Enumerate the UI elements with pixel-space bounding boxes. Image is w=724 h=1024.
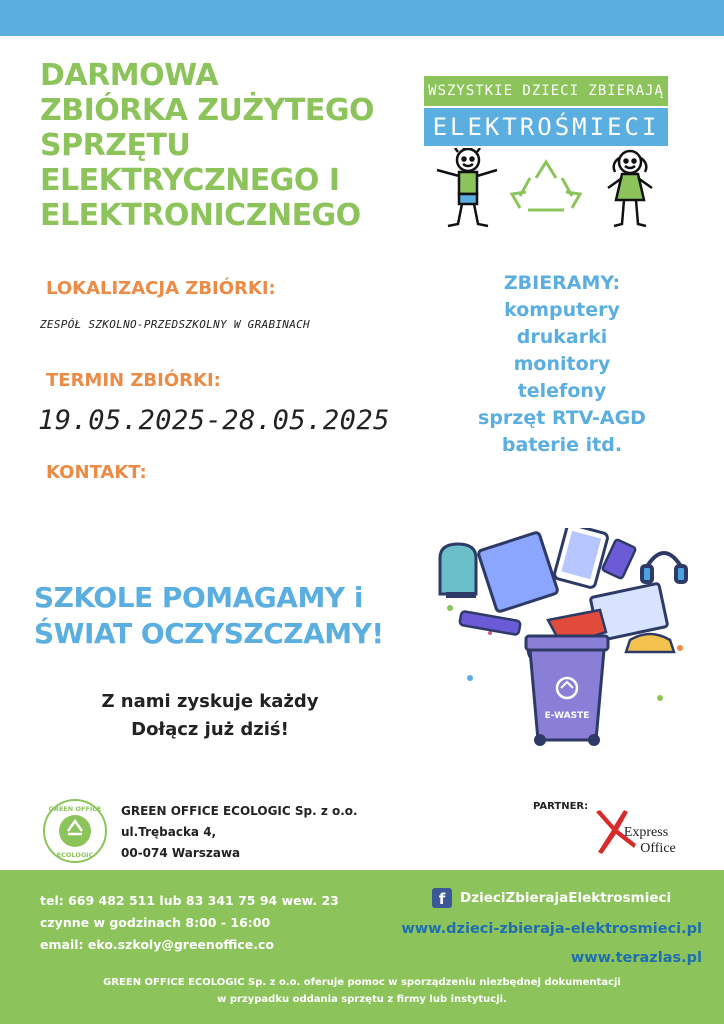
title-line: ZBIÓRKA ZUŻYTEGO [40, 93, 374, 128]
green-office-logo-bottom-text: ECOLOGIC [56, 851, 94, 859]
recycle-icon [512, 162, 580, 210]
tablet-icon [553, 528, 608, 588]
logo-main-text: ELEKTROŚMIECI [424, 108, 668, 146]
disclaimer-line: w przypadku oddania sprzętu z firmy lub instytucji. [217, 994, 507, 1005]
ewaste-bin-illustration [430, 528, 700, 750]
slogan-line: ŚWIAT OCZYSZCZAMY! [34, 617, 384, 650]
footer-contact [40, 890, 339, 956]
facebook-handle: DzieciZbierajaElektrosmieci [460, 890, 672, 906]
partner-logo-line2: Office [640, 841, 676, 856]
website-link-campaign[interactable]: www.dzieci-zbieraja-elektrosmieci.pl [401, 921, 702, 937]
term-label: TERMIN ZBIÓRKI: [46, 370, 221, 391]
slogan [34, 580, 384, 652]
company-city: 00-074 Warszawa [121, 846, 241, 860]
collect-item: komputery [504, 299, 620, 321]
footer-hours: czynne w godzinach 8:00 - 16:00 [40, 915, 271, 930]
disclaimer-line: GREEN OFFICE ECOLOGIC Sp. z o.o. oferuje pomoc w sporządzeniu niezbędnej dokumentacji [103, 977, 621, 988]
facebook-icon: f [432, 888, 452, 908]
title-line: ELEKTRYCZNEGO I [40, 163, 340, 198]
iron-icon [626, 634, 674, 652]
company-name: GREEN OFFICE ECOLOGIC Sp. z o.o. [121, 804, 358, 818]
location-value: ZESPÓŁ SZKOLNO-PRZEDSZKOLNY W GRABINACH [40, 318, 310, 331]
collect-item: drukarki [516, 326, 608, 348]
trash-bin-icon [526, 636, 608, 746]
join-message [80, 688, 340, 744]
title-line: ELEKTRONICZNEGO [40, 198, 361, 233]
collect-item: telefony [517, 380, 607, 402]
top-bar [0, 0, 724, 36]
slogan-line: SZKOLE POMAGAMY i [34, 581, 363, 614]
bin-label: E-WASTE [544, 711, 590, 721]
company-address [121, 801, 358, 864]
collect-heading: ZBIERAMY: [503, 272, 621, 294]
campaign-logo [424, 76, 668, 236]
contact-label: KONTAKT: [46, 462, 147, 483]
collect-item: baterie itd. [501, 434, 623, 456]
partner-logo-line1: Express [623, 825, 669, 840]
monitor-icon [478, 532, 559, 613]
girl-figure-icon [608, 151, 652, 226]
join-line: Dołącz już dziś! [131, 719, 289, 740]
poster-title [40, 58, 400, 233]
collect-item: monitory [513, 353, 611, 375]
express-office-logo [590, 806, 694, 858]
term-dates: 19.05.2025-28.05.2025 [38, 405, 390, 436]
footer-disclaimer [0, 974, 724, 1008]
footer-email[interactable]: email: eko.szkoly@greenoffice.co [40, 937, 274, 952]
website-link-terazlas[interactable]: www.terazlas.pl [570, 950, 702, 966]
company-street: ul.Trębacka 4, [121, 825, 217, 839]
footer-phone: tel: 669 482 511 lub 83 341 75 94 wew. 23 [40, 893, 339, 908]
facebook-link[interactable] [432, 888, 702, 908]
green-office-logo-top-text: GREEN OFFICE [48, 805, 102, 813]
kettle-icon [440, 544, 476, 598]
title-line: DARMOWA [40, 58, 219, 93]
boy-figure-icon [437, 148, 497, 226]
title-line: SPRZĘTU [40, 128, 191, 163]
headphones-icon [642, 553, 686, 582]
collect-item: sprzęt RTV-AGD [478, 407, 646, 429]
location-label: LOKALIZACJA ZBIÓRKI: [46, 278, 276, 299]
kids-recycling-illustration [424, 148, 668, 236]
collected-items-list [462, 270, 662, 459]
green-office-logo [42, 798, 108, 864]
partner-label: PARTNER: [533, 801, 589, 812]
logo-top-text: WSZYSTKIE DZIECI ZBIERAJĄ [424, 76, 668, 106]
join-line: Z nami zyskuje każdy [101, 691, 319, 712]
